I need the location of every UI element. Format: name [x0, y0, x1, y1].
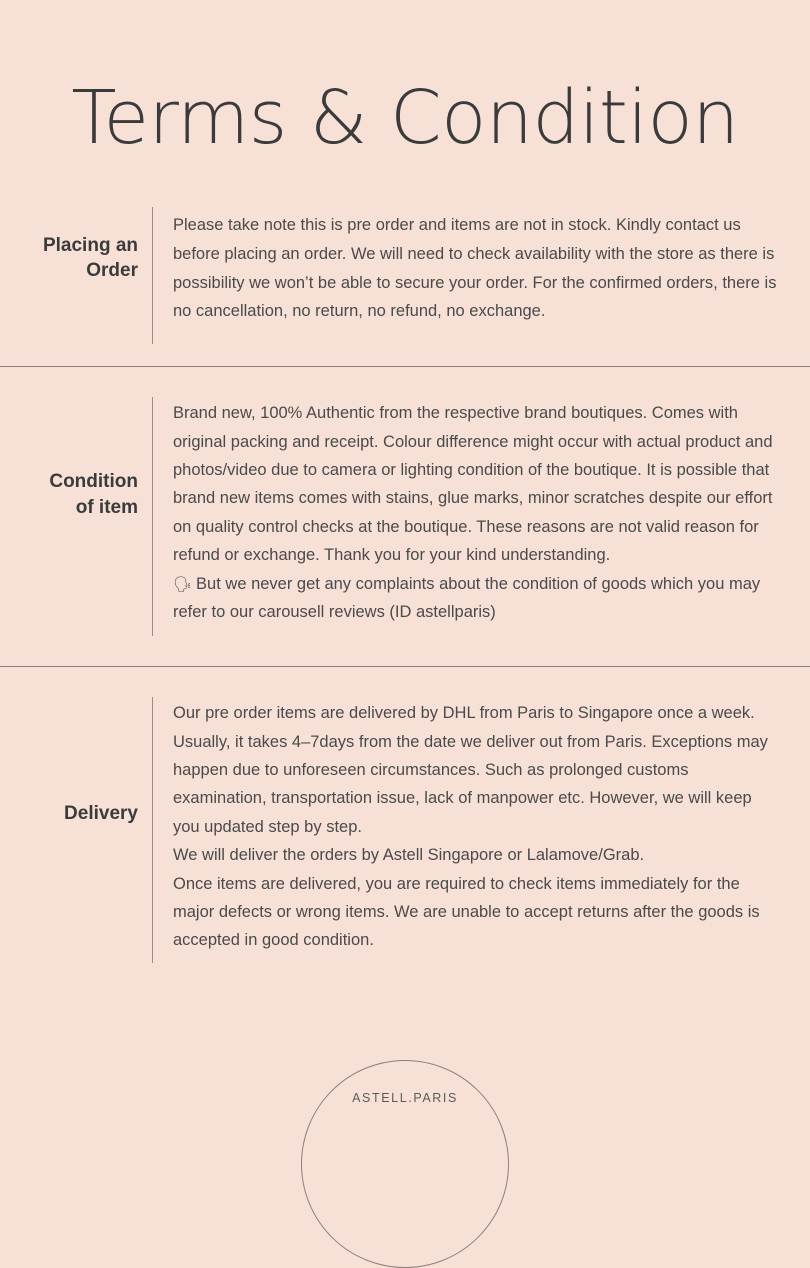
section-delivery — [0, 697, 810, 962]
brand-stamp-text: ASTELL.PARIS — [352, 1090, 458, 1105]
delivery-paragraph-2: We will deliver the orders by Astell Singapore or Lalamove/Grab. — [173, 846, 645, 865]
section-body-delivery — [152, 697, 782, 962]
delivery-paragraph-1: Our pre order items are delivered by DHL from Paris to Singapore once a week. Usually, it takes 4–7days from the date we deliver out from Paris. Exceptions may happen due to unforeseen circumstances. Such as prolonged customs examination, transportation issue, lack of manpower etc. However, we will keep you updated step by step. — [173, 704, 768, 836]
section-body-placing-an-order — [152, 207, 782, 345]
page-title: Terms & Condition — [71, 74, 739, 161]
section-placing-an-order — [0, 207, 810, 345]
condition-paragraph: Brand new, 100% Authentic from the respective brand boutiques. Comes with original packing and receipt. Colour difference might occur with actual product and photos/video due to camera or lighting condition of the boutique. It is possible that brand new items comes with stains, glue marks, minor scratches despite our effort on quality control checks at the boutique. These reasons are not valid reason for refund or exchange. Thank you for your kind understanding. — [173, 404, 773, 565]
delivery-paragraph-3: Once items are delivered, you are required to check items immediately for the major defects or wrong items. We are unable to accept returns after the goods is accepted in good condition. — [173, 874, 760, 950]
section-body-condition-of-item — [152, 397, 782, 636]
condition-note-text: But we never get any complaints about the condition of goods which you may refer to our carousell reviews (ID astellparis) — [173, 574, 761, 621]
placing-order-paragraph: Please take note this is pre order and items are not in stock. Kindly contact us before placing an order. We will need to check availability with the store as there is possibility we won’t be able to secure your order. For the confirmed orders, there is no cancellation, no return, no refund, no exchange. — [173, 215, 777, 321]
brand-stamp — [301, 1060, 509, 1268]
condition-note — [173, 570, 782, 627]
footer — [0, 1060, 810, 1130]
section-condition-of-item — [0, 397, 810, 636]
document-page — [0, 50, 810, 1130]
speaker-announcement-icon: 🗣 — [173, 575, 193, 593]
section-divider-1 — [0, 366, 810, 367]
section-label-condition-of-item: Condition of item — [49, 471, 138, 518]
section-label-delivery: Delivery — [64, 803, 138, 825]
section-label-placing-an-order: Placing an Order — [42, 234, 138, 282]
section-divider-2 — [0, 666, 810, 667]
